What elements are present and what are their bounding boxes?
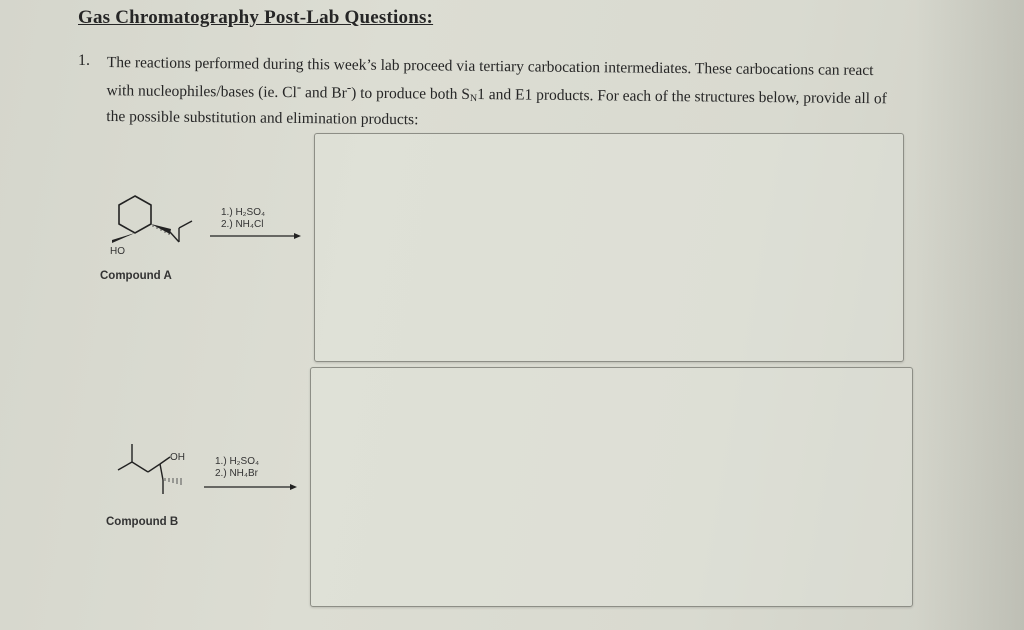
question-text-4: 1 and E1 products. For each of the structures below, provide all of the possible substitution and elimination products: — [106, 86, 887, 129]
question-text-1: The reactions performed during this week’s lab proceed via tertiary carbocation intermediates. These carbocations can react with nucleophiles/bases (ie. Cl — [106, 53, 874, 102]
compound-a-answer-box[interactable] — [314, 133, 904, 362]
compound-b-reaction-arrow — [204, 482, 298, 492]
compound-b-structure — [114, 432, 194, 500]
compound-a-reaction-arrow — [210, 231, 302, 241]
compound-a-reagent-2: 2.) NH₄Cl — [221, 219, 264, 230]
compound-b-reagent-1: 1.) H₂SO₄ — [215, 456, 260, 467]
compound-a-label: Compound A — [100, 270, 172, 282]
page-title: Gas Chromatography Post-Lab Questions: — [78, 7, 434, 28]
question-text-3: ) to produce both S — [351, 84, 471, 103]
compound-b-label: Compound B — [106, 516, 179, 528]
chloride-charge: - — [296, 78, 302, 95]
compound-a-reagent-1: 1.) H₂SO₄ — [221, 207, 266, 218]
question-text — [106, 52, 897, 136]
compound-b-oh-label: OH — [170, 452, 185, 463]
bromide-charge: - — [346, 79, 352, 95]
compound-a-ho-label: HO — [110, 246, 125, 257]
question-text-2: and Br — [301, 84, 347, 102]
compound-b-answer-box[interactable] — [310, 367, 913, 607]
sn-subscript: N — [469, 92, 478, 105]
page-shading — [914, 0, 1024, 630]
question-number: 1. — [78, 52, 90, 69]
compound-b-reagent-2: 2.) NH₄Br — [215, 468, 258, 479]
